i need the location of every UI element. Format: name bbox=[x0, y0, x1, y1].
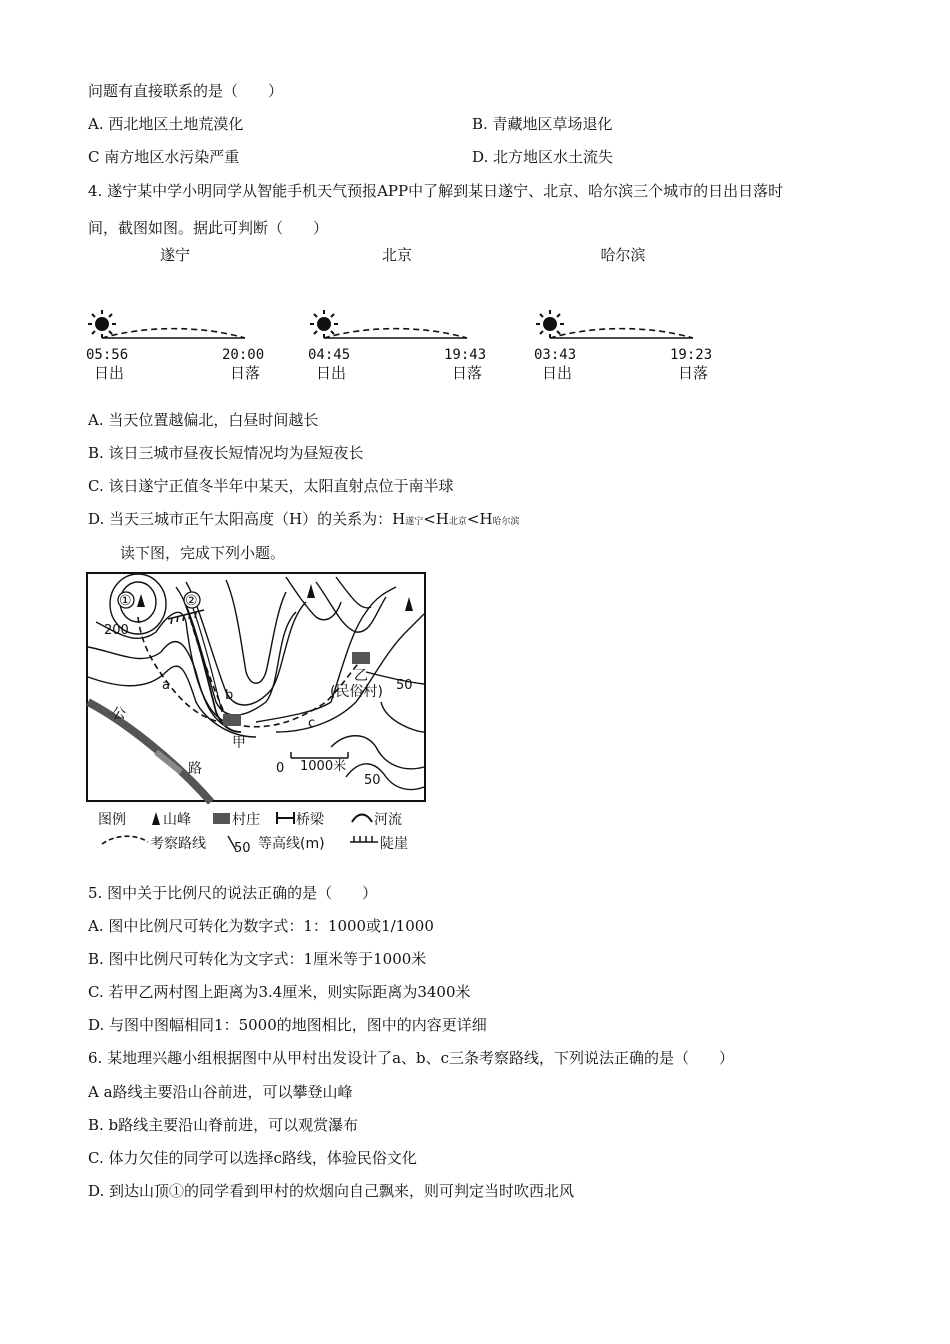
sunrise-label: 日出 bbox=[94, 364, 125, 382]
legend-peak-icon bbox=[152, 812, 160, 825]
village-yi-note: (民俗村) bbox=[330, 684, 383, 700]
contour-label-50: 50 bbox=[396, 678, 413, 693]
q4-option-a: A. 当天位置越偏北，白昼时间越长 bbox=[88, 411, 319, 429]
q4-stem-line1: 4. 遂宁某中学小明同学从智能手机天气预报APP中了解到某日遂宁、北京、哈尔滨三个城市的日出日落时 bbox=[88, 182, 784, 200]
sun-arc-city-1 bbox=[86, 246, 264, 382]
q4-option-d: D. 当天三城市正午太阳高度（H）的关系为：H遂宁<H北京<H哈尔滨 bbox=[88, 510, 520, 528]
road-label: 公 bbox=[112, 706, 126, 722]
sunrise-label: 日出 bbox=[542, 364, 573, 382]
q3-stem-tail: 问题有直接联系的是（ ） bbox=[88, 82, 284, 100]
sun-path-arc bbox=[324, 329, 467, 338]
q5-stem: 5. 图中关于比例尺的说法正确的是（ ） bbox=[88, 884, 378, 902]
sun-icon bbox=[88, 310, 116, 338]
contour-label-50: 50 bbox=[364, 773, 381, 788]
village-yi-icon bbox=[352, 652, 370, 664]
legend-river: 河流 bbox=[374, 812, 402, 828]
map-legend bbox=[98, 811, 408, 854]
sun-path-arc bbox=[550, 329, 693, 338]
q3-option-d: D. 北方地区水土流失 bbox=[472, 148, 614, 166]
q5-option-a: A. 图中比例尺可转化为数字式：1：1000或1/1000 bbox=[88, 917, 434, 935]
legend-river-icon bbox=[352, 815, 372, 823]
q4-stem-line2: 间，截图如图。据此可判断（ ） bbox=[88, 219, 329, 237]
legend-bridge-icon bbox=[277, 812, 294, 824]
village-jia-icon bbox=[223, 714, 241, 726]
legend-contour: 等高线(m) bbox=[258, 836, 325, 852]
sunset-label: 日落 bbox=[452, 364, 483, 382]
sun-path-arc bbox=[102, 329, 245, 338]
contour-map-figure bbox=[86, 572, 431, 854]
route-b-label: b bbox=[225, 688, 234, 703]
route-a-label: a bbox=[162, 678, 170, 693]
legend-route-icon bbox=[102, 836, 148, 844]
sun-arc-city-3 bbox=[534, 246, 712, 382]
q6-option-d: D. 到达山顶①的同学看到甲村的炊烟向自己飘来，则可判定当时吹西北风 bbox=[88, 1182, 575, 1200]
sun-arc-city-2 bbox=[308, 246, 486, 382]
q4-option-c: C. 该日遂宁正值冬半年中某天，太阳直射点位于南半球 bbox=[88, 477, 454, 495]
legend-village: 村庄 bbox=[232, 812, 260, 828]
legend-contour-num: 50 bbox=[234, 841, 251, 854]
q5-option-d: D. 与图中图幅相同1：5000的地图相比，图中的内容更详细 bbox=[88, 1016, 487, 1034]
legend-bridge: 桥梁 bbox=[296, 812, 324, 828]
city-name: 哈尔滨 bbox=[600, 246, 646, 264]
reading-intro: 读下图，完成下列小题。 bbox=[120, 544, 286, 562]
q4-option-b: B. 该日三城市昼夜长短情况均为昼短夜长 bbox=[88, 444, 364, 462]
legend-peak: 山峰 bbox=[163, 812, 191, 828]
sunset-label: 日落 bbox=[230, 364, 261, 382]
village-jia-label: 甲 bbox=[232, 735, 246, 751]
sun-arc-figure bbox=[80, 240, 740, 385]
contour-label-200: 200 bbox=[104, 623, 129, 638]
q3-option-a: A. 西北地区土地荒漠化 bbox=[88, 115, 244, 133]
legend-title: 图例 bbox=[98, 812, 126, 828]
q5-option-b: B. 图中比例尺可转化为文字式：1厘米等于1000米 bbox=[88, 950, 427, 968]
q3-option-b: B. 青藏地区草场退化 bbox=[472, 115, 613, 133]
city-name: 遂宁 bbox=[159, 246, 191, 264]
q6-option-a: A a路线主要沿山谷前进，可以攀登山峰 bbox=[88, 1083, 353, 1101]
peak-1-label: ① bbox=[119, 593, 132, 609]
legend-village-icon bbox=[213, 813, 230, 824]
q6-option-b: B. b路线主要沿山脊前进，可以观赏瀑布 bbox=[88, 1116, 359, 1134]
sunrise-time: 03:43 bbox=[534, 347, 577, 363]
sunrise-label: 日出 bbox=[316, 364, 347, 382]
sun-icon bbox=[536, 310, 564, 338]
route-c-label: c bbox=[308, 716, 316, 731]
city-name: 北京 bbox=[381, 246, 413, 264]
road-label: 路 bbox=[188, 761, 202, 777]
legend-cliff-icon bbox=[350, 836, 378, 842]
sunset-time: 20:00 bbox=[222, 347, 265, 363]
q6-option-c: C. 体力欠佳的同学可以选择c路线，体验民俗文化 bbox=[88, 1149, 417, 1167]
sunset-time: 19:23 bbox=[670, 347, 713, 363]
village-yi-label: 乙 bbox=[354, 668, 368, 684]
scale-zero: 0 bbox=[276, 761, 285, 776]
scale-label: 1000米 bbox=[300, 759, 347, 774]
q5-option-c: C. 若甲乙两村图上距离为3.4厘米，则实际距离为3400米 bbox=[88, 983, 471, 1001]
sun-icon bbox=[310, 310, 338, 338]
q6-stem: 6. 某地理兴趣小组根据图中从甲村出发设计了a、b、c三条考察路线，下列说法正确的是（ ） bbox=[88, 1049, 735, 1067]
legend-route: 考察路线 bbox=[150, 836, 206, 852]
peak-2-label: ② bbox=[185, 593, 198, 609]
sunrise-time: 05:56 bbox=[86, 347, 129, 363]
q3-option-c: C 南方地区水污染严重 bbox=[88, 148, 240, 166]
sunset-time: 19:43 bbox=[444, 347, 487, 363]
legend-cliff: 陡崖 bbox=[380, 836, 408, 852]
sunset-label: 日落 bbox=[678, 364, 709, 382]
sunrise-time: 04:45 bbox=[308, 347, 351, 363]
